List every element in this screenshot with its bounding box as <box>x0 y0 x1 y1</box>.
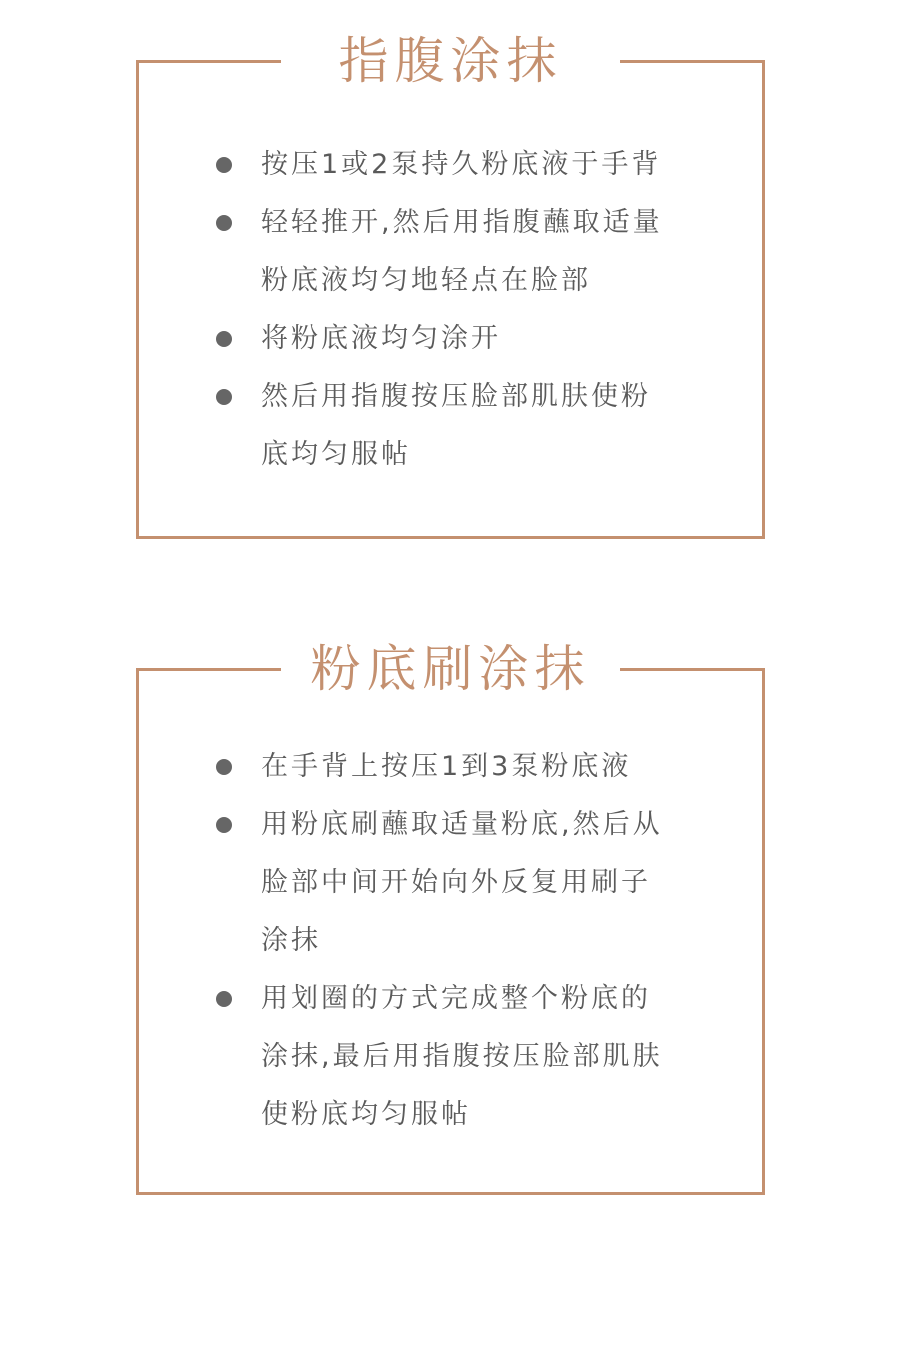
item-text-line: 用粉底刷蘸取适量粉底,然后从 <box>261 809 663 840</box>
bullet-dot-icon <box>216 215 232 231</box>
list-item <box>139 796 762 970</box>
list-item <box>139 194 762 310</box>
item-text-line: 在手背上按压1到3泵粉底液 <box>261 751 632 782</box>
item-text-line: 涂抹,最后用指腹按压脸部肌肤 <box>261 1041 663 1072</box>
list-item <box>139 136 762 194</box>
instruction-list <box>139 136 762 484</box>
item-text-line: 用划圈的方式完成整个粉底的 <box>261 983 651 1014</box>
list-item <box>139 970 762 1144</box>
bullet-dot-icon <box>216 157 232 173</box>
item-text-line: 然后用指腹按压脸部肌肤使粉 <box>261 381 651 412</box>
section-title: 粉底刷涂抹 <box>310 640 591 698</box>
bullet-dot-icon <box>216 389 232 405</box>
item-text-line: 轻轻推开,然后用指腹蘸取适量 <box>261 207 663 238</box>
bullet-dot-icon <box>216 817 232 833</box>
list-item <box>139 738 762 796</box>
item-text-line: 底均匀服帖 <box>261 439 411 470</box>
bullet-dot-icon <box>216 759 232 775</box>
bullet-dot-icon <box>216 331 232 347</box>
brush-application-section <box>136 640 765 1195</box>
item-text-line: 涂抹 <box>261 925 321 956</box>
section-title: 指腹涂抹 <box>338 32 563 90</box>
finger-application-section <box>136 32 765 539</box>
item-text-line: 按压1或2泵持久粉底液于手背 <box>261 149 662 180</box>
list-item <box>139 368 762 484</box>
bullet-dot-icon <box>216 991 232 1007</box>
item-text-line: 将粉底液均匀涂开 <box>261 323 501 354</box>
item-text-line: 使粉底均匀服帖 <box>261 1099 471 1130</box>
item-text-line: 粉底液均匀地轻点在脸部 <box>261 265 591 296</box>
instruction-list <box>139 738 762 1144</box>
list-item <box>139 310 762 368</box>
item-text-line: 脸部中间开始向外反复用刷子 <box>261 867 651 898</box>
